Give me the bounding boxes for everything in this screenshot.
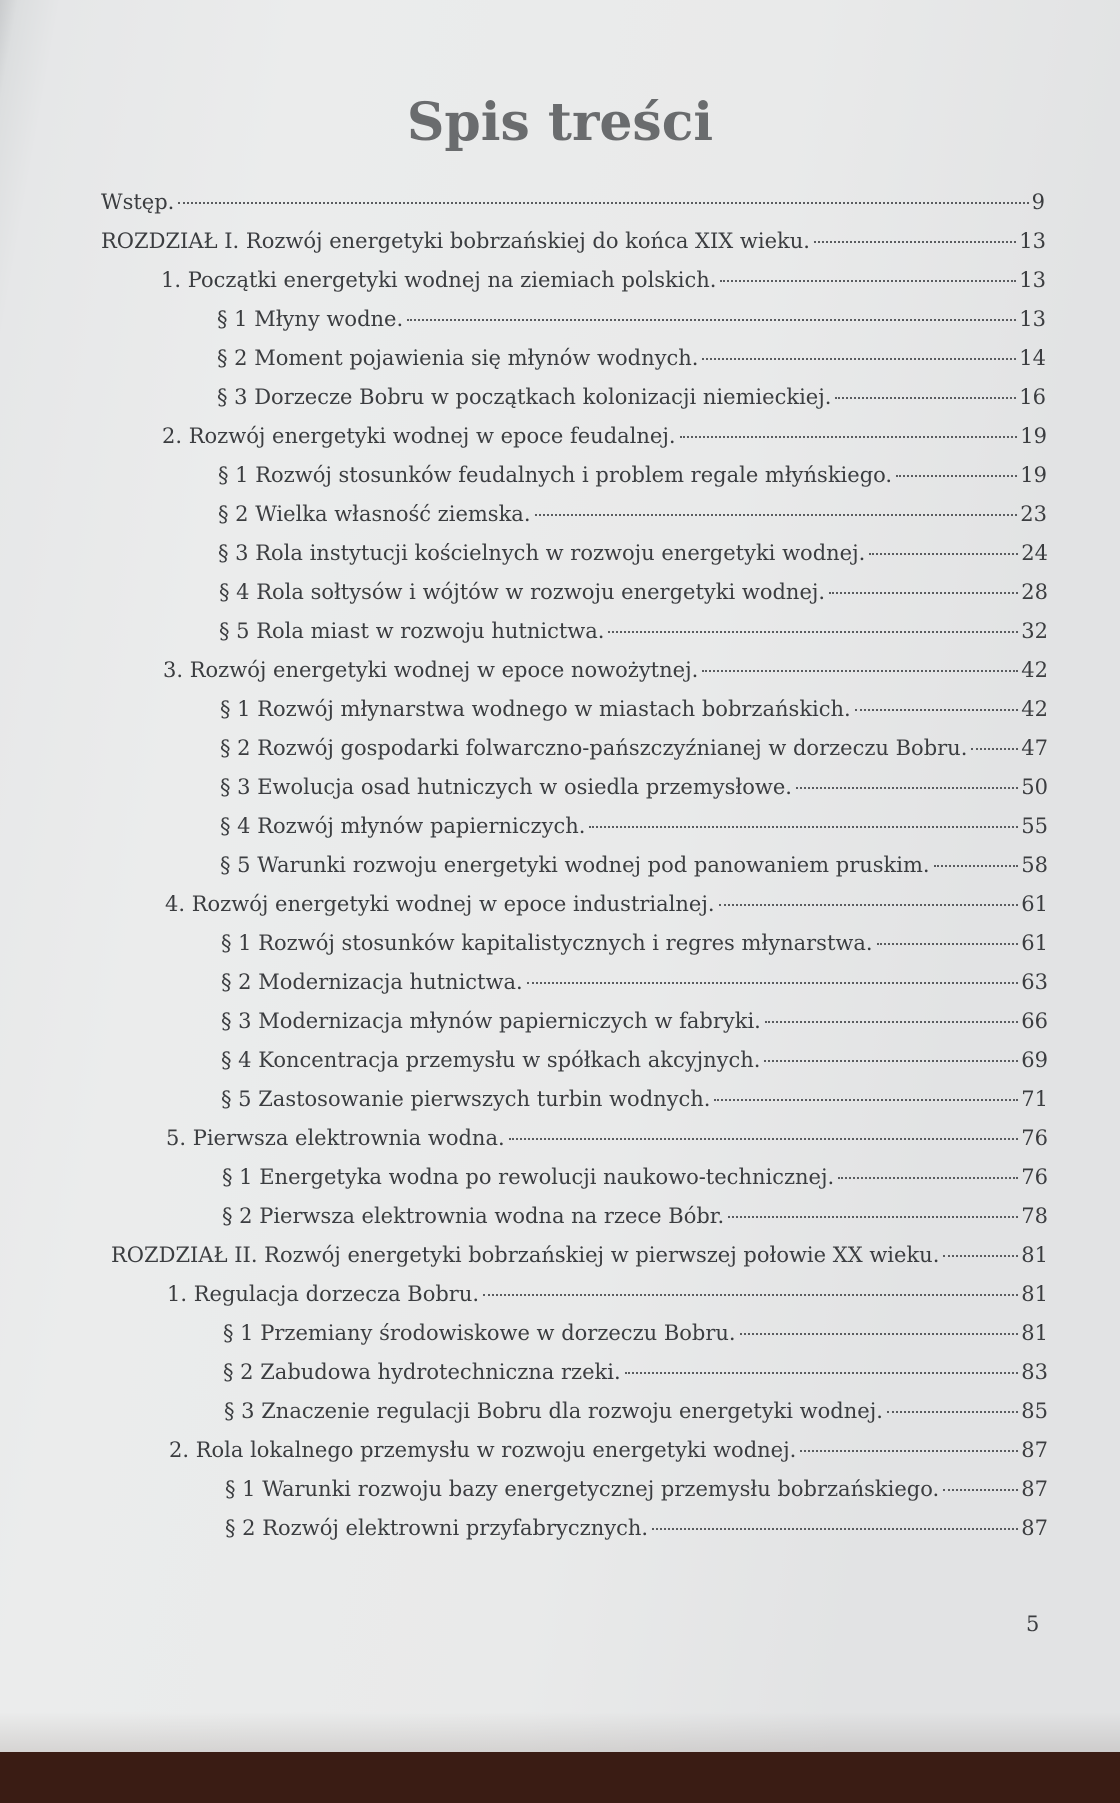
toc-entry-page: 42 (1021, 658, 1048, 682)
toc-entry-label: ROZDZIAŁ II. Rozwój energetyki bobrzańskiej w pierwszej połowie XX wieku. (111, 1243, 940, 1267)
toc-entry-label: § 3 Ewolucja osad hutniczych w osiedla przemysłowe. (220, 775, 792, 799)
toc-entry-page: 16 (1019, 385, 1046, 409)
toc-entry-page: 19 (1020, 424, 1047, 448)
toc-entry-label: § 2 Modernizacja hutnictwa. (221, 970, 523, 994)
toc-entry-label: 5. Pierwsza elektrownia wodna. (166, 1126, 505, 1150)
dot-leader (796, 787, 1018, 789)
toc-entry (220, 697, 1048, 727)
toc-entry-page: 87 (1021, 1516, 1048, 1540)
toc-entry-page: 13 (1019, 307, 1046, 331)
toc-entry (219, 580, 1048, 610)
dot-leader (835, 397, 1016, 399)
toc-entry-label: ROZDZIAŁ I. Rozwój energetyki bobrzańskiej do końca XIX wieku. (101, 229, 810, 253)
dot-leader (407, 319, 1016, 321)
toc-entry (167, 1282, 1048, 1312)
dot-leader (509, 1138, 1019, 1140)
toc-entry-label: § 4 Rola sołtysów i wójtów w rozwoju energetyki wodnej. (219, 580, 826, 604)
dot-leader (887, 1411, 1018, 1413)
toc-entry-label: § 1 Przemiany środowiskowe w dorzeczu Bobru. (223, 1321, 736, 1345)
toc-entry-page: 28 (1021, 580, 1048, 604)
toc-entry (221, 1087, 1048, 1117)
toc-entry-label: 1. Regulacja dorzecza Bobru. (167, 1282, 480, 1306)
toc-entry-label: § 2 Moment pojawienia się młynów wodnych. (217, 346, 699, 370)
toc-entry-label: § 1 Energetyka wodna po rewolucji naukowo-technicznej. (222, 1165, 835, 1189)
toc-entry (225, 1477, 1048, 1507)
toc-entry-label: § 5 Warunki rozwoju energetyki wodnej pod panowaniem pruskim. (220, 853, 930, 877)
dot-leader (719, 904, 1019, 906)
toc-entry-label: 3. Rozwój energetyki wodnej w epoce nowożytnej. (163, 658, 699, 682)
toc-entry-label: § 2 Wielka własność ziemska. (218, 502, 531, 526)
toc-entry-page: 42 (1021, 697, 1048, 721)
toc-entry-page: 24 (1021, 541, 1048, 565)
toc-entry-label: § 1 Rozwój stosunków kapitalistycznych i regres młynarstwa. (221, 931, 873, 955)
dot-leader (855, 709, 1019, 711)
toc-entry-label: § 2 Rozwój gospodarki folwarczno-pańszczyźnianej w dorzeczu Bobru. (220, 736, 968, 760)
toc-entry-label: § 3 Modernizacja młynów papierniczych w fabryki. (221, 1009, 761, 1033)
toc-entry-page: 81 (1021, 1321, 1048, 1345)
dot-leader (178, 202, 1028, 204)
toc-entry-page: 13 (1019, 268, 1046, 292)
toc-entry-label: § 1 Rozwój stosunków feudalnych i problem regale młyńskiego. (218, 463, 893, 487)
toc-entry (219, 619, 1048, 649)
toc-entry (222, 1165, 1048, 1195)
dot-leader (589, 826, 1018, 828)
dot-leader (765, 1021, 1018, 1023)
toc-entry-label: § 3 Rola instytucji kościelnych w rozwoju energetyki wodnej. (218, 541, 866, 565)
dot-leader (800, 1450, 1018, 1452)
dot-leader (869, 553, 1018, 555)
page-number: 5 (1026, 1612, 1040, 1636)
toc-entry-page: 23 (1020, 502, 1047, 526)
toc-entry-page: 87 (1021, 1477, 1048, 1501)
dot-leader (740, 1333, 1019, 1335)
toc-entry-label: § 3 Znaczenie regulacji Bobru dla rozwoju energetyki wodnej. (224, 1399, 883, 1423)
dot-leader (943, 1489, 1018, 1491)
toc-entry-page: 81 (1021, 1282, 1048, 1306)
dot-leader (535, 514, 1018, 516)
toc-entry (163, 658, 1048, 688)
toc-entry-page: 78 (1021, 1204, 1048, 1228)
toc-entry-label: § 2 Zabudowa hydrotechniczna rzeki. (223, 1360, 621, 1384)
toc-entry (221, 1048, 1048, 1078)
toc-entry-label: § 1 Warunki rozwoju bazy energetycznej przemysłu bobrzańskiego. (225, 1477, 940, 1501)
toc-entry-label: § 3 Dorzecze Bobru w początkach kolonizacji niemieckiej. (217, 385, 832, 409)
dot-leader (934, 865, 1019, 867)
toc-entry-label: § 5 Zastosowanie pierwszych turbin wodnych. (221, 1087, 711, 1111)
dot-leader (608, 631, 1018, 633)
toc-entry-page: 63 (1021, 970, 1048, 994)
toc-entry-page: 66 (1021, 1009, 1048, 1033)
dot-leader (527, 982, 1019, 984)
toc-entry-label: 2. Rozwój energetyki wodnej w epoce feudalnej. (162, 424, 676, 448)
toc-entry (218, 502, 1047, 532)
dot-leader (829, 592, 1018, 594)
dot-leader (652, 1528, 1018, 1530)
toc-entry-label: 2. Rola lokalnego przemysłu w rozwoju energetyki wodnej. (169, 1438, 797, 1462)
toc-entry-page: 81 (1021, 1243, 1048, 1267)
dot-leader (896, 475, 1017, 477)
toc-entry (217, 346, 1046, 376)
dot-leader (728, 1216, 1018, 1218)
toc-entry-page: 58 (1021, 853, 1048, 877)
toc-entry (225, 1516, 1048, 1546)
toc-entry (224, 1399, 1048, 1429)
toc-entry (220, 775, 1048, 805)
toc-entry-page: 69 (1021, 1048, 1048, 1072)
dot-leader (483, 1294, 1018, 1296)
toc-entry-page: 14 (1019, 346, 1046, 370)
toc-entry (217, 385, 1046, 415)
toc-entry (218, 541, 1048, 571)
toc-entry (161, 268, 1046, 298)
toc-entry (222, 1204, 1048, 1234)
dot-leader (680, 436, 1018, 438)
toc-entry-page: 85 (1021, 1399, 1048, 1423)
toc-entry (223, 1321, 1048, 1351)
toc-entry-label: § 4 Rozwój młynów papierniczych. (220, 814, 586, 838)
toc-entry-page: 61 (1021, 931, 1048, 955)
toc-entry-page: 32 (1021, 619, 1048, 643)
toc-entry-page: 83 (1021, 1360, 1048, 1384)
toc-entry-page: 76 (1021, 1126, 1048, 1150)
toc-entry (218, 463, 1047, 493)
dot-leader (702, 358, 1016, 360)
toc-entry-page: 87 (1021, 1438, 1048, 1462)
toc-entry-page: 61 (1021, 892, 1048, 916)
toc-entry (165, 892, 1048, 922)
toc-entry-label: § 4 Koncentracja przemysłu w spółkach akcyjnych. (221, 1048, 761, 1072)
toc-entry (101, 229, 1046, 259)
dot-leader (971, 748, 1018, 750)
toc-entry-page: 13 (1019, 229, 1046, 253)
toc-entry (166, 1126, 1048, 1156)
toc-entry-page: 55 (1021, 814, 1048, 838)
toc-entry-label: § 2 Rozwój elektrowni przyfabrycznych. (225, 1516, 649, 1540)
dot-leader (720, 280, 1016, 282)
toc-entry-label: § 2 Pierwsza elektrownia wodna na rzece Bóbr. (222, 1204, 725, 1228)
toc-entry-page: 47 (1021, 736, 1048, 760)
toc-entry-label: § 5 Rola miast w rozwoju hutnictwa. (219, 619, 605, 643)
dot-leader (877, 943, 1019, 945)
toc-entry-label: Wstęp. (101, 190, 175, 214)
toc-entry-label: 4. Rozwój energetyki wodnej w epoce industrialnej. (165, 892, 715, 916)
page-title: Spis treści (406, 92, 714, 153)
toc-entry (162, 424, 1047, 454)
dot-leader (625, 1372, 1019, 1374)
toc-entry (111, 1243, 1048, 1273)
toc-entry (221, 970, 1048, 1000)
dot-leader (702, 670, 1018, 672)
toc-entry (221, 1009, 1048, 1039)
dot-leader (838, 1177, 1018, 1179)
toc-entry-page: 50 (1021, 775, 1048, 799)
toc-entry (169, 1438, 1048, 1468)
dot-leader (714, 1099, 1018, 1101)
toc-entry-label: 1. Początki energetyki wodnej na ziemiach polskich. (161, 268, 717, 292)
dot-leader (814, 241, 1016, 243)
toc-entry (217, 307, 1046, 337)
toc-entry-page: 9 (1031, 190, 1045, 214)
toc-entry-page: 19 (1020, 463, 1047, 487)
toc-entry-label: § 1 Młyny wodne. (217, 307, 404, 331)
toc-entry (221, 931, 1048, 961)
toc-entry-page: 71 (1021, 1087, 1048, 1111)
toc-entry (223, 1360, 1048, 1390)
toc-entry (101, 190, 1045, 220)
toc-entry (220, 814, 1048, 844)
dot-leader (764, 1060, 1018, 1062)
toc-entry (220, 853, 1048, 883)
toc-entry (220, 736, 1048, 766)
dot-leader (943, 1255, 1018, 1257)
toc-entry-label: § 1 Rozwój młynarstwa wodnego w miastach bobrzańskich. (220, 697, 851, 721)
toc-entry-page: 76 (1021, 1165, 1048, 1189)
